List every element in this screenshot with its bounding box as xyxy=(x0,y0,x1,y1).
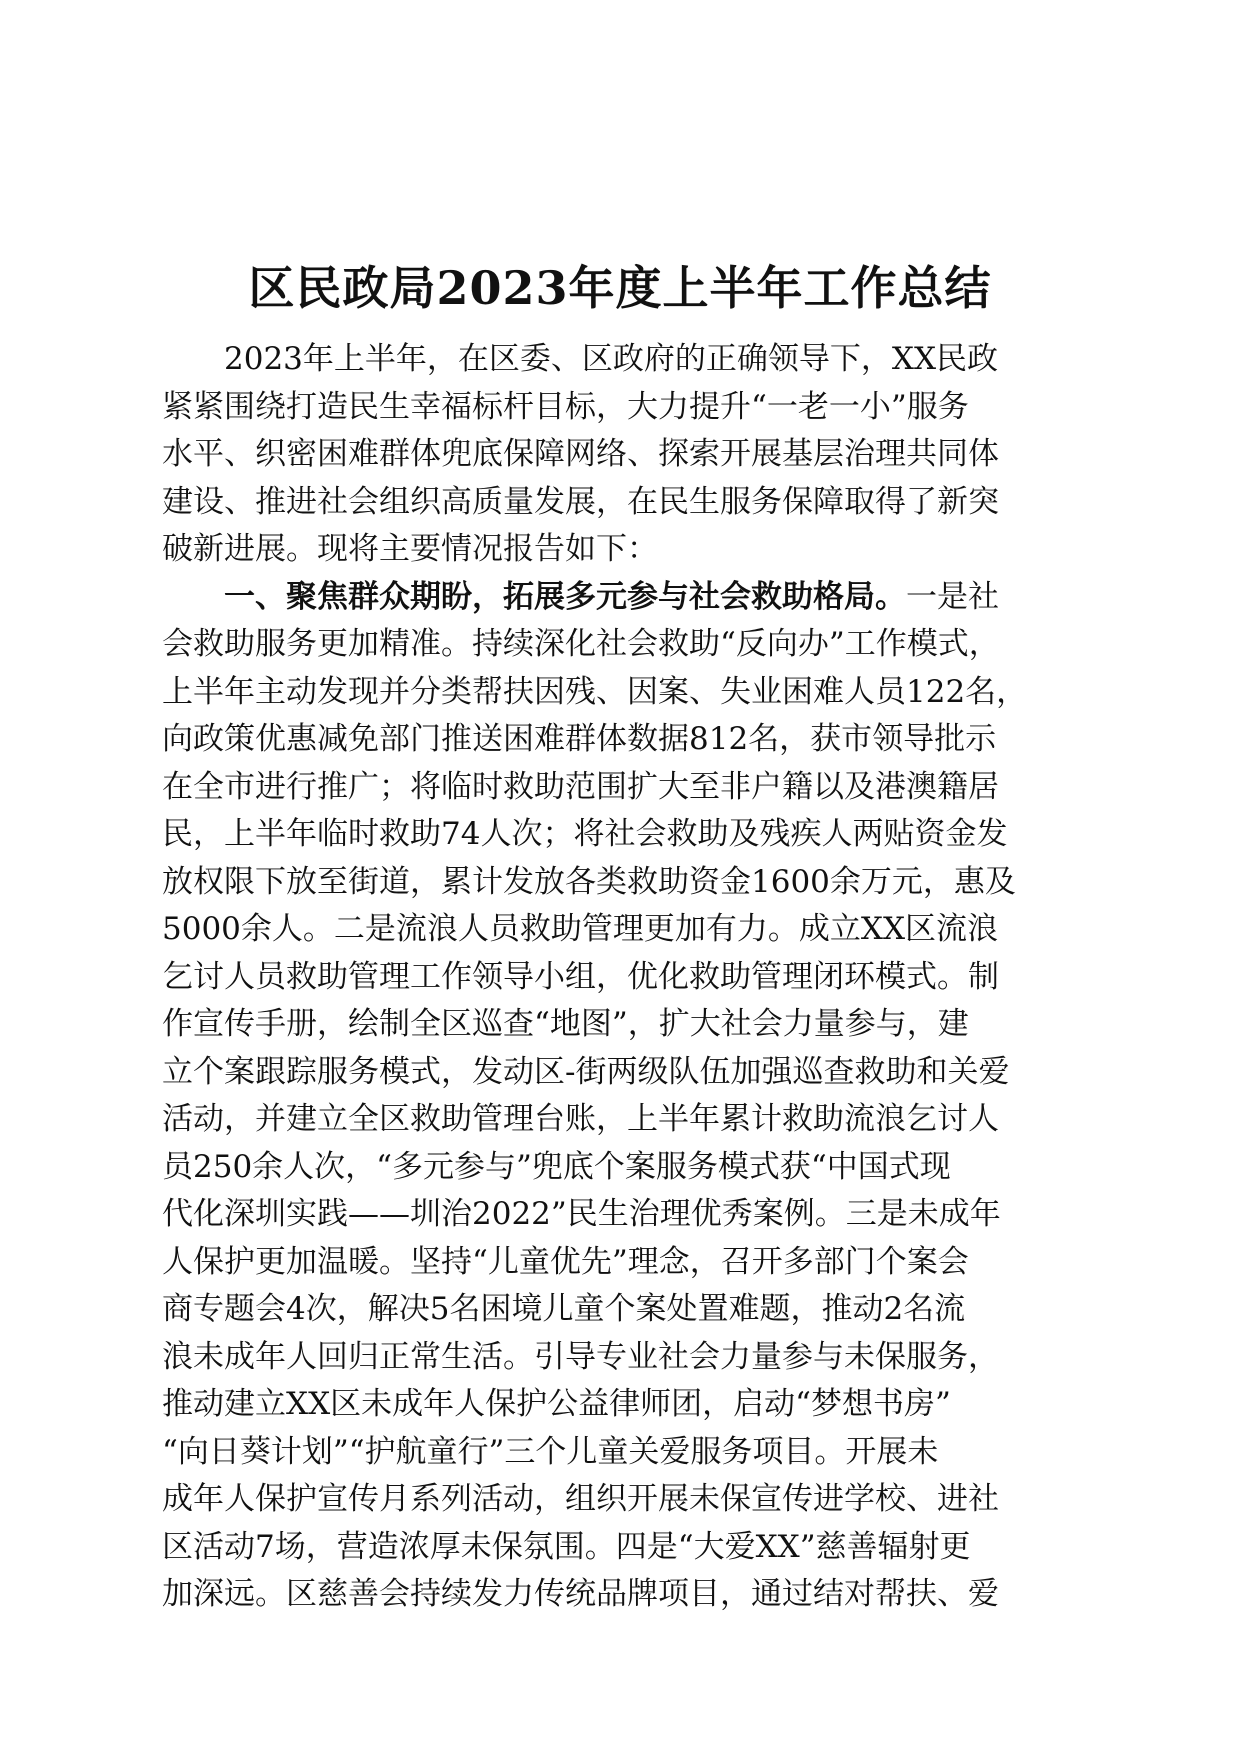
paragraph-line: 在全市进行推广；将临时救助范围扩大至非户籍以及港澳籍居 xyxy=(162,768,999,805)
paragraph-line: 人保护更加温暖。坚持“儿童优先”理念，召开多部门个案会 xyxy=(162,1243,969,1280)
paragraph-line: 民，上半年临时救助74人次；将社会救助及残疾人两贴资金发 xyxy=(162,816,1008,852)
paragraph-line: 上半年主动发现并分类帮扶因残、因案、失业困难人员122名， xyxy=(162,673,1028,710)
paragraph-line: 会救助服务更加精准。持续深化社会救助“反向办”工作模式， xyxy=(162,626,1000,662)
paragraph-line: 立个案跟踪服务模式，发动区-街两级队伍加强巡查救助和关爱 xyxy=(162,1053,1010,1090)
paragraph-line: 区活动7场，营造浓厚未保氛围。四是“大爱XX”慈善辐射更 xyxy=(162,1528,971,1565)
paragraph-line: “向日葵计划”“护航童行”三个儿童关爱服务项目。开展未 xyxy=(162,1433,939,1470)
document-body xyxy=(162,336,1080,1619)
paragraph-line: 加深远。区慈善会持续发力传统品牌项目，通过结对帮扶、爱 xyxy=(162,1576,999,1612)
paragraph-line: 商专题会4次，解决5名困境儿童个案处置难题，推动2名流 xyxy=(162,1291,966,1327)
paragraph-line: 放权限下放至街道，累计发放各类救助资金1600余万元，惠及 xyxy=(162,863,1016,900)
paragraph-line: 活动，并建立全区救助管理台账，上半年累计救助流浪乞讨人 xyxy=(162,1101,999,1137)
document-title: 区民政局2023年度上半年工作总结 xyxy=(248,261,992,315)
paragraph-line: 破新进展。现将主要情况报告如下： xyxy=(162,531,658,567)
paragraph-line: 作宣传手册，绘制全区巡查“地图”，扩大社会力量参与，建 xyxy=(162,1006,969,1042)
paragraph-line: 5000余人。二是流浪人员救助管理更加有力。成立XX区流浪 xyxy=(162,911,999,947)
paragraph-line: 代化深圳实践——圳治2022”民生治理优秀案例。三是未成年 xyxy=(162,1196,1001,1232)
section-heading-tail: 一是社 xyxy=(906,578,999,615)
paragraph-line: 乞讨人员救助管理工作领导小组，优化救助管理闭环模式。制 xyxy=(162,958,999,995)
paragraph-line: 水平、织密困难群体兜底保障网络、探索开展基层治理共同体 xyxy=(162,436,999,472)
paragraph-line: 紧紧围绕打造民生幸福标杆目标，大力提升“一老一小”服务 xyxy=(162,388,969,425)
paragraph-line: 2023年上半年，在区委、区政府的正确领导下，XX民政 xyxy=(224,341,999,377)
paragraph-line: 员250余人次，“多元参与”兜底个案服务模式获“中国式现 xyxy=(162,1148,951,1185)
section-heading-line xyxy=(162,574,1080,622)
paragraph-line: 成年人保护宣传月系列活动，组织开展未保宣传进学校、进社 xyxy=(162,1481,999,1517)
paragraph-line: 向政策优惠减免部门推送困难群体数据812名，获市领导批示 xyxy=(162,721,997,757)
paragraph-line: 推动建立XX区未成年人保护公益律师团，启动“梦想书房” xyxy=(162,1386,951,1422)
paragraph-line: 建设、推进社会组织高质量发展，在民生服务保障取得了新突 xyxy=(162,483,999,520)
section-heading: 一、聚焦群众期盼，拓展多元参与社会救助格局。 xyxy=(224,578,906,615)
paragraph-line: 浪未成年人回归正常生活。引导专业社会力量参与未保服务， xyxy=(162,1338,999,1375)
